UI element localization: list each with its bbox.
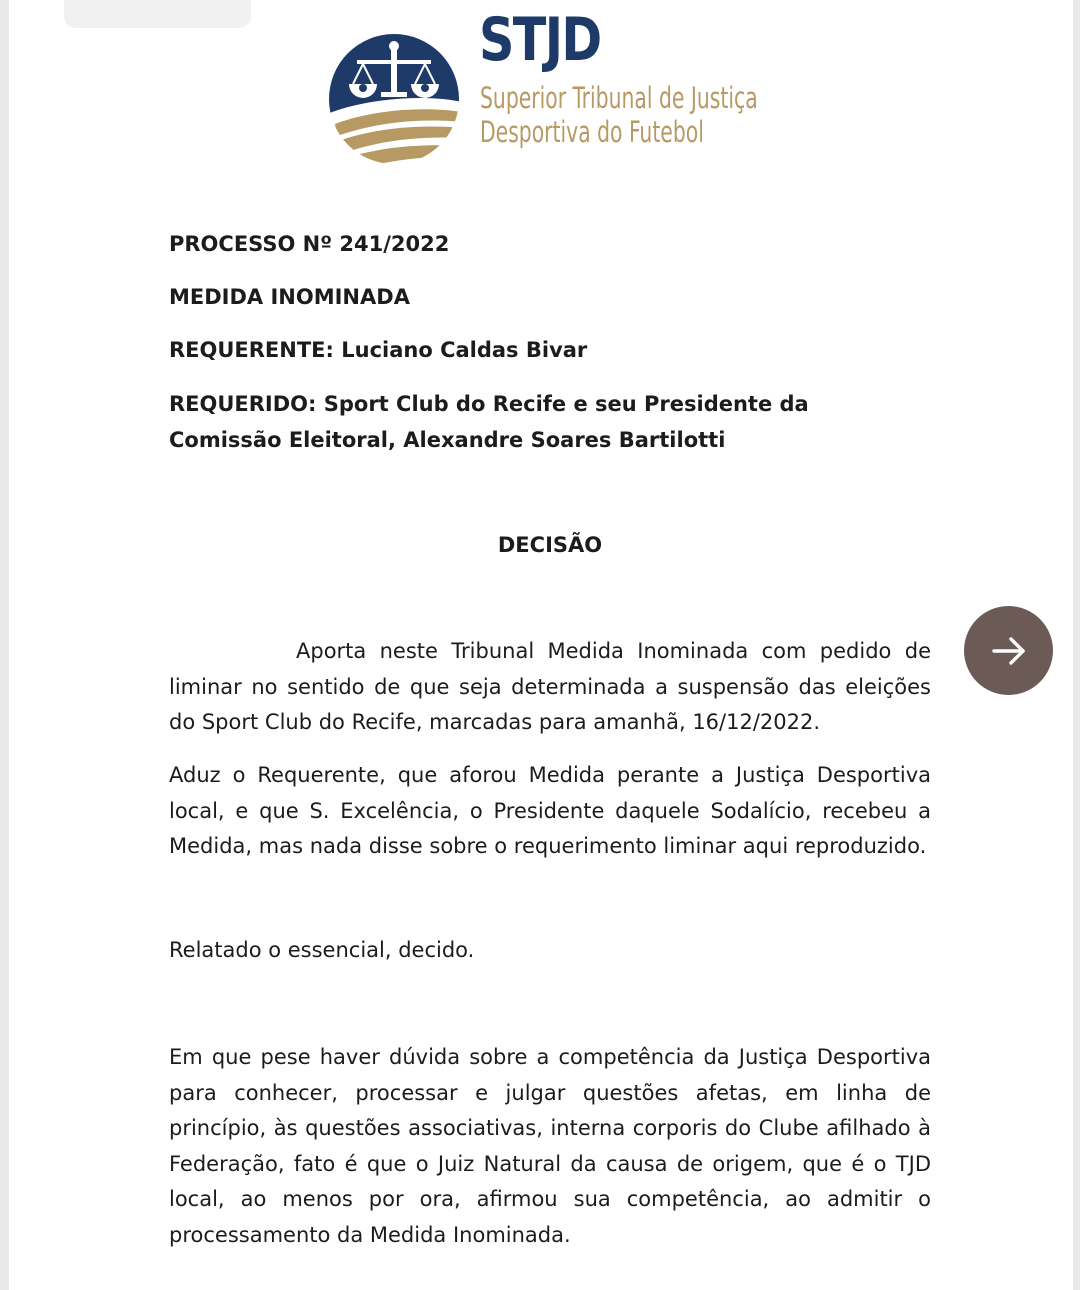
paragraph-3: Relatado o essencial, decido. <box>169 938 475 962</box>
medida-heading: MEDIDA INOMINADA <box>169 285 410 309</box>
paragraph-1: Aporta neste Tribunal Medida Inominada com pedido de liminar no sentido de que seja determinada a suspensão das eleições do Sport Club do Recife, marcadas para amanhã, 16/12/2022. <box>169 639 931 734</box>
scales-of-justice-emblem <box>327 32 462 167</box>
decision-title: DECISÃO <box>497 533 603 557</box>
next-page-button[interactable] <box>964 606 1053 695</box>
paragraph-4: Em que pese haver dúvida sobre a competência da Justiça Desportiva para conhecer, processar e julgar questões afetas, em linha de princípio, às questões associativas, interna corporis do Clube afilhado à Federação, fato é que o Juiz Natural da causa de origem, que é o TJD local, ao menos por ora, afirmou sua competência, ao admitir o processamento da Medida Inominada. <box>169 1045 931 1247</box>
arrow-right-icon <box>989 631 1029 671</box>
requerente-line: REQUERENTE: Luciano Caldas Bivar <box>169 338 588 362</box>
logo-line-2: Desportiva do Futebol <box>480 115 704 149</box>
stjd-logo <box>327 5 787 164</box>
processo-number: PROCESSO Nº 241/2022 <box>169 232 450 256</box>
top-toolbar-pill[interactable] <box>64 0 251 28</box>
logo-line-1: Superior Tribunal de Justiça <box>480 81 758 115</box>
requerido-line: REQUERIDO: Sport Club do Recife e seu Presidente da Comissão Eleitoral, Alexandre Soares Bartilotti <box>169 392 809 452</box>
document-page <box>9 0 1073 1290</box>
logo-acronym: STJD <box>479 5 601 75</box>
paragraph-2: Aduz o Requerente, que aforou Medida perante a Justiça Desportiva local, e que S. Excelência, o Presidente daquele Sodalício, recebeu a Medida, mas nada disse sobre o requerimento liminar aqui reproduzido. <box>169 763 931 858</box>
